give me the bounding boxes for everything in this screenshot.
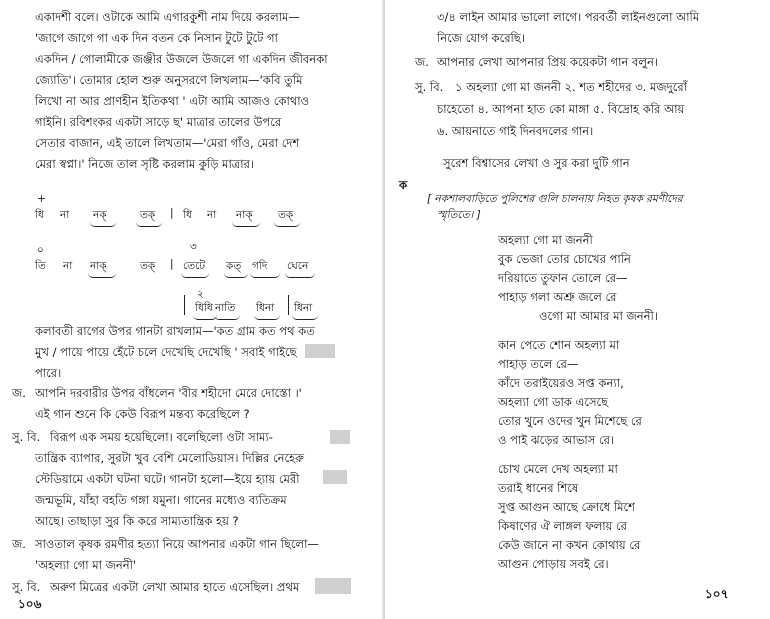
notation-bol: নক্‌ (93, 209, 107, 221)
left-para1-line-4: জ্যোতি'। তোমার হোল শুরু অনুসরণে লিখলাম—'কবি তুমি (35, 73, 303, 87)
notation-bol: তক্‌ (140, 209, 156, 221)
left-para1-line-8: মেরা স্বপ্না।' নিজে তাল সৃষ্টি করলাম কুড়ি মাত্রার। (35, 157, 255, 171)
answer-label: সু. বি. (415, 80, 444, 94)
qa-line: জন্মভূমি, যাঁহা বহতি গঙ্গা যমুনা। গানের মধ্যেও ব্যতিক্রম (35, 493, 287, 507)
qa-line: আছে। তাছাড়া সুর কি করে সাম্যতান্ত্রিক হয় ? (35, 514, 239, 528)
left-para1-line-1: একাদশী বলে। ওটাকে আমি এগারকুশী নাম দিয়ে করলাম— (35, 10, 300, 24)
notation-arc (232, 222, 260, 227)
notation-bol: গদি (252, 260, 268, 272)
scan-mark (330, 430, 350, 444)
qa-label: জ. (12, 537, 26, 551)
song-line: দরিয়াতে তুফান তোলে রে— (498, 271, 628, 285)
scan-mark (305, 344, 335, 358)
notation-bol: নাক্‌ (90, 260, 107, 272)
notation-bol: কত্‌ (226, 260, 242, 272)
right-top-line-1: ৩/৪ লাইন আমার ভালো লাগে। পরবর্তী লাইনগুলো আমি (437, 10, 700, 24)
answer-line-3: ৬. আয়নাতে গাই দিনবদলের গান। (437, 124, 594, 138)
left-para1-line-3: একদিন / গোলামীকে জঞ্জীর উজলে উজলে গা একদিন জীবনকা (35, 52, 328, 66)
song-line: পাহাড় তলে রে— (498, 357, 579, 371)
qa-line: এই গান শুনে কি কেউ বিরূপ মন্তব্য করেছিলে ? (35, 407, 250, 421)
song-line: পাহাড় গলা অশ্রু জলে রে (498, 290, 617, 304)
qa-label: সু. বি. (12, 580, 41, 594)
notation-arc (285, 273, 315, 278)
left-para1-line-5: লিখো না আর প্রাণহীন ইতিকথা ' এটা আমি আজও কোথাও (35, 94, 310, 108)
left-para2-line-1: কলাবতী রাগের উপর গানটা রাখলাম—'কত গ্রাম কত পথ কত (35, 324, 315, 338)
notation-divider: | (170, 258, 174, 270)
song-note-line-1: [ নকশালবাড়িতে পুলিশের গুলি চালনায় নিহত কৃষক রমণীদের (427, 193, 683, 205)
song-line: কান পেতে শোন অহল্যা মা (498, 338, 620, 352)
answer-line-1: ১ অহল্যা গো মা জননী ২. শত শহীদের ৩. মজদুরোঁ (455, 80, 687, 94)
notation-arc (181, 273, 209, 278)
notation-mark-three: ৩ (190, 241, 197, 253)
qa-label: সু. বি. (12, 430, 41, 444)
notation-bol: ধিধি (195, 302, 213, 314)
answer-line-2: চাহেতো ৪. আপনা হাত কো মাঙ্গা ৫. বিদ্রোহ করি আয় (437, 102, 685, 116)
notation-bol: তেটে (183, 260, 206, 272)
page-number-right: ১০৭ (705, 587, 729, 601)
notation-bol: ধি (35, 209, 44, 221)
song-line: কিষাণের ঐ লাঙ্গল ফলায় রে (498, 519, 627, 533)
scan-mark (315, 578, 351, 594)
notation-arc (254, 315, 280, 320)
song-line: সুপ্ত আগুন আছে ক্রোধে মিশে (498, 500, 635, 514)
song-marker: ক (399, 178, 408, 192)
notation-bol: না (63, 260, 73, 272)
song-line: চোখ মেলে দেখ অহল্যা মা (498, 462, 618, 476)
qa-line: সাওতাল কৃষক রমণীর হত্যা নিয়ে আপনার একটা গান ছিলো— (35, 537, 319, 551)
notation-arc (88, 273, 116, 278)
song-line: আগুন পোড়ায় সবই রে। (498, 557, 609, 571)
notation-bar (288, 295, 289, 315)
song-line: অহল্যা গো মা জননী (498, 233, 593, 247)
notation-arc (214, 315, 240, 320)
song-line: তোর খুনে ওদের খুন মিশেছে রে (498, 414, 642, 428)
question-label: জ. (415, 55, 429, 69)
song-line: বুক ভেজা তোর চোখের পানি (498, 252, 631, 266)
qa-label: জ. (12, 386, 26, 400)
qa-line: তান্ত্রিক ব্যাপার, সুরটা খুব বেশি মেলোডিয়াস। দিল্লির নেহেরু (35, 451, 304, 465)
left-para1-line-7: সেতার বাজান, এই তালে লিখতাম—'মেরা গাঁও, মেরা দেশ (35, 136, 300, 150)
question-text: আপনার লেখা আপনার প্রিয় কয়েকটা গান বলুন। (437, 55, 658, 69)
notation-arc (224, 273, 248, 278)
notation-arc (292, 315, 318, 320)
notation-arc (274, 222, 300, 227)
qa-line: আপনি দরবারীর উপর বাঁধলেন 'বীর শহীদো মেরে দোস্তো ।' (35, 386, 302, 400)
notation-bol: ধিনা (294, 302, 313, 314)
notation-bol: নাক্‌ (236, 209, 253, 221)
notation-mark-khali: ০ (37, 244, 44, 256)
song-line: তরাই ধানের শিষে (498, 481, 579, 495)
notation-arc (136, 222, 162, 227)
notation-bol: তি (35, 260, 46, 272)
notation-arc (90, 222, 116, 227)
song-line: কেউ জানে না কখন কোথায় রে (498, 538, 641, 552)
notation-bol: তক্‌ (278, 209, 294, 221)
qa-line: 'অহল্যা গো মা জননী' (35, 558, 137, 572)
right-page (385, 0, 770, 619)
page-number-left: ১০৬ (18, 597, 42, 611)
notation-mark-two: ২ (197, 288, 204, 300)
notation-bol: না (60, 209, 70, 221)
songs-heading: সুরেশ বিশ্বাসের লেখা ও সুর করা দুটি গান (443, 156, 630, 170)
notation-bol: না (207, 209, 217, 221)
song-line: কাঁদে তরাইয়েরও সপ্ত কন্যা, (498, 376, 624, 390)
right-top-line-2: নিজে যোগ করেছি। (437, 31, 525, 45)
song-line: ওগো মা আমার মা জননী। (539, 309, 658, 323)
scan-mark (323, 470, 347, 484)
left-para1-line-2: 'জাগে জাগে গা এক দিন বতন কে নিসান টুটে টুটে গা (35, 31, 278, 45)
qa-line: বিরূপ এক সময় হয়েছিলো। বলেছিলো ওটা সাম্য- (50, 430, 273, 444)
notation-bar (184, 295, 185, 315)
left-para2-line-2: মুখ / পায়ে পায়ে হেঁটে চলে দেখেছি দেখেছি ' সবাই গাইছে (35, 345, 297, 359)
notation-bol: ধি (183, 209, 192, 221)
notation-arc (250, 273, 280, 278)
notation-mark-plus: + (37, 193, 46, 205)
song-line: ও পাই ঝড়ের আভাস রে। (498, 433, 615, 447)
qa-line: স্টেডিয়ামে একটা ঘটনা ঘটে। গানটা হলো—ইয়ে হ্যায় মেরী (35, 472, 300, 486)
song-note-line-2: স্মৃতিতে। ] (437, 209, 481, 221)
notation-bol: নাতি (215, 302, 236, 314)
notation-bol: তক্‌ (140, 260, 156, 272)
qa-line: অরুণ মিত্রের একটা লেখা আমার হাতে এসেছিল। প্রথম (50, 580, 300, 594)
notation-bol: ধিনা (256, 302, 275, 314)
song-line: অহল্যা গো ডাক এসেছে (498, 395, 609, 409)
notation-bol: ঘেনে (287, 260, 309, 272)
left-para2-line-3: পারে। (35, 366, 62, 380)
left-para1-line-6: গাইনি। রবিশংকর একটা সাড়ে ছ' মাত্রার তালের উপরে (35, 115, 282, 129)
notation-divider: | (170, 207, 174, 219)
